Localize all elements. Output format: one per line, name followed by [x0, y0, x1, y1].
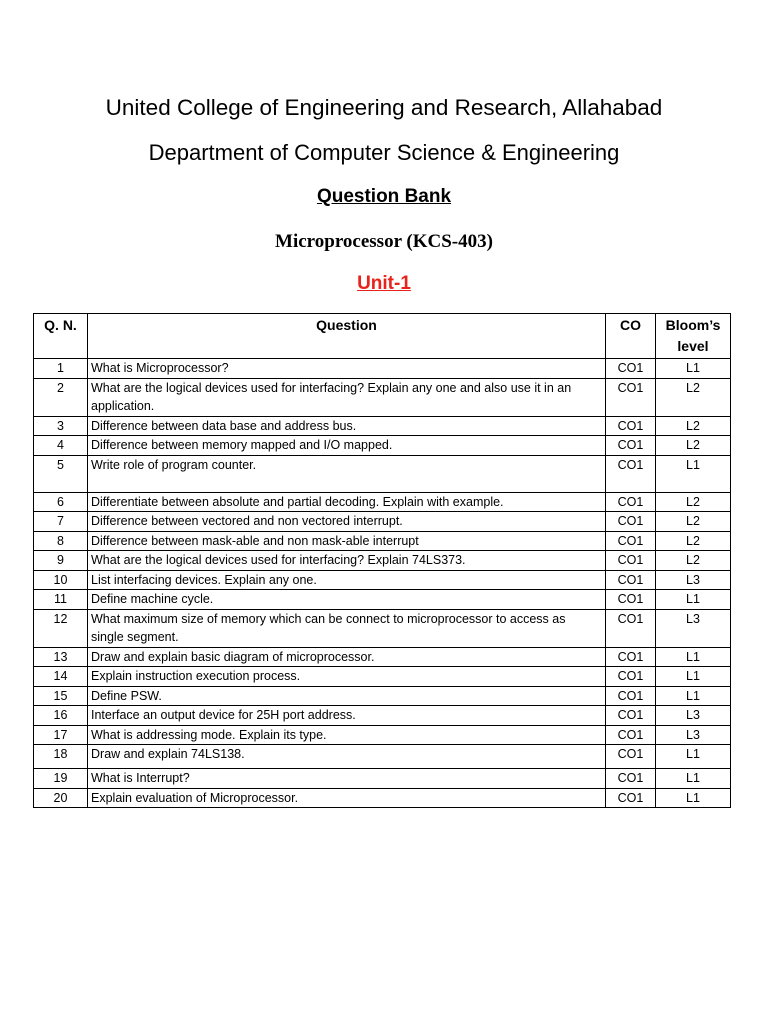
table-row [34, 570, 731, 590]
question-cell: Difference between data base and address bus. [88, 416, 606, 436]
table-row [34, 531, 731, 551]
table-row [34, 455, 731, 492]
question-cell: Difference between mask-able and non mask-able interrupt [88, 531, 606, 551]
blooms-level-cell: L3 [656, 609, 731, 647]
question-number-cell: 20 [34, 788, 88, 808]
question-cell: Differentiate between absolute and partial decoding. Explain with example. [88, 492, 606, 512]
question-cell: Draw and explain 74LS138. [88, 745, 606, 769]
unit-title: Unit-1 [357, 273, 411, 294]
question-number-cell: 18 [34, 745, 88, 769]
blooms-level-cell: L1 [656, 686, 731, 706]
table-row [34, 647, 731, 667]
co-cell: CO1 [606, 769, 656, 789]
question-cell: What are the logical devices used for interfacing? Explain any one and also use it in an application. [88, 378, 606, 416]
co-cell: CO1 [606, 590, 656, 610]
question-cell: Define machine cycle. [88, 590, 606, 610]
question-number-cell: 9 [34, 551, 88, 571]
co-cell: CO1 [606, 706, 656, 726]
question-cell: Draw and explain basic diagram of microprocessor. [88, 647, 606, 667]
co-cell: CO1 [606, 745, 656, 769]
question-cell: Interface an output device for 25H port address. [88, 706, 606, 726]
header-question-number: Q. N. [34, 314, 88, 359]
blooms-level-cell: L2 [656, 436, 731, 456]
header-blooms-level: Bloom’s level [656, 314, 731, 359]
question-number-cell: 15 [34, 686, 88, 706]
table-header-row [34, 314, 731, 359]
table-row [34, 359, 731, 379]
question-cell: What is Microprocessor? [88, 359, 606, 379]
co-cell: CO1 [606, 436, 656, 456]
table-row [34, 769, 731, 789]
header-question: Question [88, 314, 606, 359]
table-row [34, 416, 731, 436]
question-number-cell: 1 [34, 359, 88, 379]
table-row [34, 551, 731, 571]
co-cell: CO1 [606, 647, 656, 667]
table-row [34, 788, 731, 808]
question-cell: Explain evaluation of Microprocessor. [88, 788, 606, 808]
table-row [34, 609, 731, 647]
blooms-level-cell: L2 [656, 492, 731, 512]
co-cell: CO1 [606, 788, 656, 808]
blooms-level-cell: L3 [656, 706, 731, 726]
table-row [34, 512, 731, 532]
co-cell: CO1 [606, 455, 656, 492]
co-cell: CO1 [606, 378, 656, 416]
blooms-level-cell: L1 [656, 359, 731, 379]
blooms-level-cell: L2 [656, 378, 731, 416]
table-row [34, 492, 731, 512]
blooms-level-cell: L2 [656, 512, 731, 532]
co-cell: CO1 [606, 686, 656, 706]
question-cell: List interfacing devices. Explain any one. [88, 570, 606, 590]
blooms-level-cell: L1 [656, 590, 731, 610]
co-cell: CO1 [606, 531, 656, 551]
question-cell: What are the logical devices used for interfacing? Explain 74LS373. [88, 551, 606, 571]
co-cell: CO1 [606, 570, 656, 590]
question-number-cell: 11 [34, 590, 88, 610]
blooms-level-cell: L1 [656, 745, 731, 769]
table-row [34, 590, 731, 610]
blooms-level-cell: L2 [656, 531, 731, 551]
co-cell: CO1 [606, 667, 656, 687]
question-cell: Define PSW. [88, 686, 606, 706]
table-row [34, 725, 731, 745]
table-row [34, 378, 731, 416]
header-co: CO [606, 314, 656, 359]
question-number-cell: 7 [34, 512, 88, 532]
subject-title: Microprocessor (KCS-403) [275, 231, 493, 252]
question-cell: Explain instruction execution process. [88, 667, 606, 687]
table-row [34, 686, 731, 706]
question-cell: What is addressing mode. Explain its type. [88, 725, 606, 745]
department-name: Department of Computer Science & Engineering [148, 140, 620, 165]
table-row [34, 745, 731, 769]
question-number-cell: 10 [34, 570, 88, 590]
question-cell: Difference between vectored and non vectored interrupt. [88, 512, 606, 532]
question-cell: What is Interrupt? [88, 769, 606, 789]
question-cell: Write role of program counter. [88, 455, 606, 492]
question-number-cell: 6 [34, 492, 88, 512]
question-table [33, 313, 731, 808]
co-cell: CO1 [606, 416, 656, 436]
co-cell: CO1 [606, 609, 656, 647]
co-cell: CO1 [606, 492, 656, 512]
blooms-level-cell: L3 [656, 725, 731, 745]
question-cell: Difference between memory mapped and I/O mapped. [88, 436, 606, 456]
question-cell: What maximum size of memory which can be connect to microprocessor to access as single segment. [88, 609, 606, 647]
blooms-level-cell: L1 [656, 769, 731, 789]
blooms-level-cell: L1 [656, 455, 731, 492]
question-number-cell: 17 [34, 725, 88, 745]
blooms-level-cell: L2 [656, 416, 731, 436]
co-cell: CO1 [606, 725, 656, 745]
question-number-cell: 5 [34, 455, 88, 492]
question-number-cell: 4 [34, 436, 88, 456]
co-cell: CO1 [606, 512, 656, 532]
blooms-level-cell: L1 [656, 647, 731, 667]
college-name: United College of Engineering and Research, Allahabad [105, 95, 663, 120]
table-row [34, 667, 731, 687]
question-number-cell: 16 [34, 706, 88, 726]
table-row [34, 706, 731, 726]
question-number-cell: 12 [34, 609, 88, 647]
question-number-cell: 2 [34, 378, 88, 416]
question-number-cell: 14 [34, 667, 88, 687]
blooms-level-cell: L3 [656, 570, 731, 590]
blooms-level-cell: L2 [656, 551, 731, 571]
question-table-body [34, 359, 731, 808]
question-number-cell: 13 [34, 647, 88, 667]
table-row [34, 436, 731, 456]
question-number-cell: 8 [34, 531, 88, 551]
co-cell: CO1 [606, 359, 656, 379]
question-number-cell: 19 [34, 769, 88, 789]
blooms-level-cell: L1 [656, 788, 731, 808]
question-number-cell: 3 [34, 416, 88, 436]
document-title: Question Bank [316, 186, 452, 207]
co-cell: CO1 [606, 551, 656, 571]
blooms-level-cell: L1 [656, 667, 731, 687]
